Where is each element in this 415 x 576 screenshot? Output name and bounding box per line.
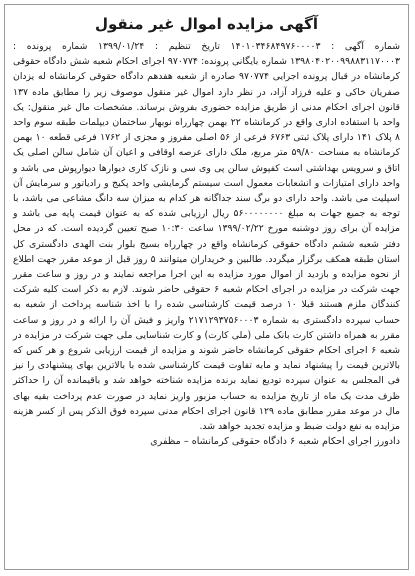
notice-paragraph-details: مشخصات مال غیر منقول: یک واحد با استفاده اداری واقع در کرمانشاه ۲۲ بهمن چهارراه نوبهار ساختمان دیپلمات طبقه سوم واحد ۸ پلاک ۱۴۱ دارای پلاک ثبتی ۶۷۶۳ فرعی از ۵۶ اصلی مفروز و مجزی از ۱۷۶۲ فرعی قطعه ۱۰ بهمن کرمانشاه به مساحت ۵۹/۸۰ متر مربع، ملک دارای عرصه اوقافی و اعیان آن شامل سالن اصلی یک اتاق و سرویس بهداشتی است کفپوش سالن پی وی سی و نازک کاری دیوارها دیوارپوش می باشد و واحد دارای امتیازات و انشعابات معمول است سیستم گرمایشی واحد پکیج و رادیاتور و سرمایش آن اسپلیت می باشد. واحد دارای دو برگ سند جداگانه هر کدام به میزان سه دانگ مشاعی می باشد، با توجه به جمیع جهات به مبلغ ۵۶۰۰۰۰۰۰۰۰ ریال ارزیابی شده که به عنوان قیمت پایه می باشد و مزایده آن برای روز دوشنبه مورخ ۱۳۹۹/۰۲/۲۲ ساعت ۱۰:۳۰ صبح تعیین گردیده است. که در محل دفتر شعبه ششم دادگاه حقوقی کرمانشاه واقع در چهارراه بسیج بلوار بنت الهدی دادگستری کل استان طبقه همکف برگزار میگردد. طالبین و خریداران میتوانند ۵ روز قبل از موعد مقرر جهت اطلاع از نحوه مزایده و بازدید از اموال مورد مزایده به این اجرا مراجعه نمایند و در روز و ساعت مقرر جهت شرکت در مزایده در اجرای احکام شعبه ۶ حقوقی حاضر شوند. لازم به ذکر است کلیه شرکت کنندگان ملزم هستند قبلا ۱۰ درصد قیمت کارشناسی شده را با اخذ شناسه پرداخت از شعبه به حساب سپرده دادگستری به شماره ۲۱۷۱۲۹۳۷۵۶۰۰۰۳ واریز و فیش آن را ارائه و در روز و ساعت مقرر به همراه داشتن کارت بانک ملی (ملی کارت) و کارت شناسایی ملی جهت شرکت در مزایده در شعبه ۶ اجرای احکام حقوقی کرمانشاه حاضر شوند و مزایده از قیمت ارزیابی شروع و هر کس که بالاترین قیمت را پیشنهاد نماید و مابه تفاوت قیمت کارشناسی شده با بالاترین بهای پیشنهادی را نیز فی المجلس به عنوان سپرده تودیع نماید برنده مزایده شناخته خواهد شد و باقیمانده آن را حداکثر ظرف مدت یک ماه از تاریخ مزایده به حساب مزبور واریز نماید در صورت عدم پرداخت بقیه بهای مال در موعد مقرر مطابق ماده ۱۲۹ قانون اجرای احکام مدنی سپرده فوق الذکر پس از کسر هزینه مزایده به نفع دولت ضبط و مزایده تجدید خواهد شد.: [13, 101, 401, 433]
notice-paragraph-intro: شماره آگهی : ۱۴۰۱۰۳۴۶۸۴۹۷۶۰۰۰۰۳ تاریخ تنظیم : ۱۳۹۹/۰۱/۲۴ شماره پرونده : ۱۳۹۸۰۴۰۲۰۰۹۹۸۸۳۱۱۷۰۰۰۳ شماره بایگانی پرونده: ۹۷۰۷۷۴ اجرای احکام شعبه شش دادگاه حقوقی کرمانشاه در قبال پرونده اجرایی ۹۷۰۷۷۴ صادره از شعبه هفدهم دادگاه حقوقی کرمانشاه له یزدان صفریان خاکی و علیه فرزاد آزاد، در نظر دارد اموال غیر منقول موصوف زیر را مطابق ماده ۱۳۷ قانون اجرای احکام مدنی از طریق مزایده حضوری بفروش برساند.: [13, 41, 401, 113]
auction-notice: [4, 4, 409, 570]
notice-title: آگهی مزایده اموال غیر منقول: [94, 15, 319, 33]
notice-body: [13, 39, 400, 434]
notice-signature: دادورز اجرای احکام شعبه ۶ دادگاه حقوقی کرمانشاه – مظفری: [150, 436, 400, 448]
